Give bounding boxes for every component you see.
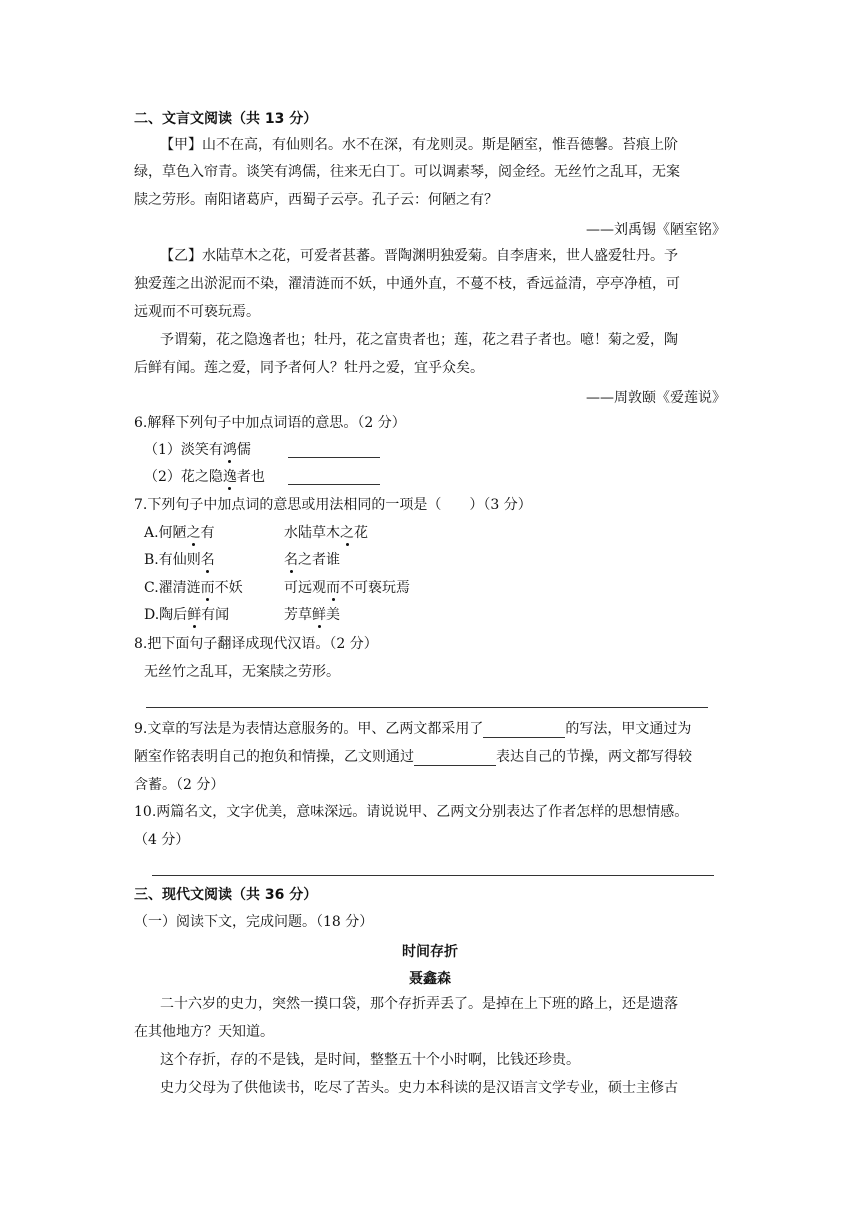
article-title: 时间存折 xyxy=(402,944,458,960)
passage-yi-source: ——周敦颐《爱莲说》 xyxy=(586,390,726,406)
passage-jia-source: ——刘禹锡《陋室铭》 xyxy=(586,222,726,238)
question-6-item: （2）花之隐逸者也 xyxy=(144,469,265,485)
answer-line[interactable] xyxy=(152,875,714,876)
article-author: 聂鑫森 xyxy=(409,971,451,987)
question-7-stem: 7.下列句子中加点词的意思或用法相同的一项是（ ）（3 分） xyxy=(134,497,532,513)
passage-yi-line: 后鲜有闻。莲之爱，同予者何人？牡丹之爱，宜乎众矣。 xyxy=(134,360,484,376)
dotted-char: 鸿 xyxy=(222,442,237,458)
question-9-line: 含蓄。（2 分） xyxy=(134,777,225,793)
passage-jia-line: 牍之劳形。南阳诸葛庐，西蜀子云亭。孔子云：何陋之有？ xyxy=(134,192,498,208)
answer-blank[interactable] xyxy=(483,723,565,738)
passage-yi-line: 远观而不可亵玩焉。 xyxy=(134,304,260,320)
question-10-line: （4 分） xyxy=(134,832,190,848)
dotted-char: 逸 xyxy=(222,469,237,485)
question-6-stem: 6.解释下列句子中加点词语的意思。（2 分） xyxy=(134,415,406,431)
passage-jia-line: 【甲】山不在高，有仙则名。水不在深，有龙则灵。斯是陋室，惟吾德馨。苔痕上阶 xyxy=(160,137,678,153)
question-7-option: B.有仙则名 名之者谁 xyxy=(144,552,340,568)
answer-blank[interactable] xyxy=(414,751,496,766)
article-paragraph: 在其他地方？天知道。 xyxy=(134,1024,274,1040)
passage-yi-line: 【乙】水陆草木之花，可爱者甚蕃。晋陶渊明独爱菊。自李唐来，世人盛爱牡丹。予 xyxy=(160,248,678,264)
answer-line[interactable] xyxy=(146,707,708,708)
subsection-heading: （一）阅读下文，完成问题。（18 分） xyxy=(134,914,374,930)
passage-yi-line: 独爱莲之出淤泥而不染，濯清涟而不妖，中通外直，不蔓不枝，香远益清，亭亭净植，可 xyxy=(134,276,680,292)
article-paragraph: 这个存折，存的不是钱，是时间，整整五十个小时啊，比钱还珍贵。 xyxy=(160,1052,580,1068)
question-7-option: D.陶后鲜有闻 芳草鲜美 xyxy=(144,607,340,623)
question-7-option: A.何陋之有 水陆草木之花 xyxy=(144,525,368,541)
passage-yi-line: 予谓菊，花之隐逸者也；牡丹，花之富贵者也；莲，花之君子者也。噫！菊之爱，陶 xyxy=(160,332,678,348)
question-8-sentence: 无丝竹之乱耳，无案牍之劳形。 xyxy=(144,664,340,680)
question-7-option: C.濯清涟而不妖 可远观而不可亵玩焉 xyxy=(144,580,410,596)
passage-jia-line: 绿，草色入帘青。谈笑有鸿儒，往来无白丁。可以调素琴，阅金经。无丝竹之乱耳，无案 xyxy=(134,164,680,180)
question-8-stem: 8.把下面句子翻译成现代汉语。（2 分） xyxy=(134,636,378,652)
article-paragraph: 史力父母为了供他读书，吃尽了苦头。史力本科读的是汉语言文学专业，硕士主修古 xyxy=(160,1080,678,1096)
question-6-item: （1）淡笑有鸿儒 xyxy=(144,442,251,458)
section-heading: 三、现代文阅读（共 36 分） xyxy=(134,887,318,903)
question-9-line: 9.文章的写法是为表情达意服务的。甲、乙两文都采用了 的写法，甲文通过为 xyxy=(134,721,692,737)
answer-blank[interactable] xyxy=(288,470,380,485)
question-10-line: 10.两篇名文，文字优美，意味深远。请说说甲、乙两文分别表达了作者怎样的思想情感。 xyxy=(134,804,689,820)
article-paragraph: 二十六岁的史力，突然一摸口袋，那个存折弄丢了。是掉在上下班的路上，还是遗落 xyxy=(160,996,678,1012)
section-heading: 二、文言文阅读（共 13 分） xyxy=(134,111,318,127)
answer-blank[interactable] xyxy=(288,443,380,458)
question-9-line: 陋室作铭表明自己的抱负和情操，乙文则通过 表达自己的节操，两文都写得较 xyxy=(134,749,692,765)
